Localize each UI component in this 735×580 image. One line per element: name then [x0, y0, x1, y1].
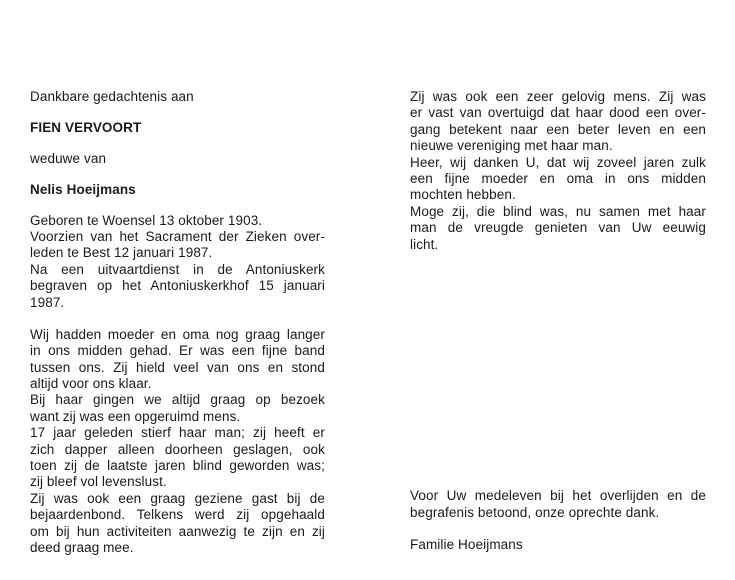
- tribute-line: tussen ons. Zij hield veel van ons en stond: [30, 360, 325, 375]
- funeral-line: begraven op het Antoniuskerkhof 15 januari: [30, 278, 325, 293]
- tribute-line: zich dapper alleen doorheen geslagen, ook: [30, 442, 325, 457]
- prayer-line: gang betekent naar een beter leven en een: [410, 122, 706, 137]
- prayer-line: er vast van overtuigd dat haar dood een over-: [410, 105, 706, 120]
- thanks-line: Voor Uw medeleven bij het overlijden en de: [410, 488, 706, 503]
- tribute-line: om bij hun activiteiten aanwezig te zijn en zij: [30, 524, 325, 539]
- tribute-line: altijd voor ons klaar.: [30, 376, 152, 391]
- tribute-line: Wij hadden moeder en oma nog graag langer: [30, 327, 325, 342]
- prayer-line: mochten hebben.: [410, 187, 516, 202]
- tribute-line: bejaardenbond. Telkens werd zij opgehaald: [30, 507, 325, 522]
- tribute-line: 17 jaar geleden stierf haar man; zij heeft er: [30, 425, 325, 440]
- prayer-line: man de vreugde genieten van Uw eeuwig: [410, 220, 706, 235]
- family-signature: Familie Hoeijmans: [410, 537, 523, 552]
- prayer-line: licht.: [410, 237, 439, 252]
- tribute-line: zij bleef vol levenslust.: [30, 474, 167, 489]
- thanks-line: begrafenis betoond, onze oprechte dank.: [410, 505, 660, 520]
- tribute-line: deed graag mee.: [30, 540, 134, 555]
- tribute-line: in ons midden gehad. Er was een fijne band: [30, 343, 325, 358]
- tribute-line: toen zij de laatste jaren blind geworden was;: [30, 458, 325, 473]
- death-line: Voorzien van het Sacrament der Zieken over-: [30, 229, 325, 244]
- intro-line: Dankbare gedachtenis aan: [30, 89, 194, 104]
- funeral-line: 1987.: [30, 295, 65, 310]
- deceased-name: FIEN VERVOORT: [30, 120, 142, 135]
- tribute-line: want zij was een opgeruimd mens.: [30, 409, 241, 424]
- husband-name: Nelis Hoeijmans: [30, 182, 136, 197]
- birth-line: Geboren te Woensel 13 oktober 1903.: [30, 213, 263, 228]
- widow-of-line: weduwe van: [30, 151, 107, 166]
- prayer-line: Moge zij, die blind was, nu samen met haar: [410, 204, 706, 219]
- prayer-line: Zij was ook een zeer gelovig mens. Zij was: [410, 89, 706, 104]
- prayer-line: Heer, wij danken U, dat wij zoveel jaren zulk: [410, 155, 706, 170]
- tribute-line: Bij haar gingen we altijd graag op bezoek: [30, 392, 325, 407]
- prayer-line: nieuwe vereniging met haar man.: [410, 138, 613, 153]
- funeral-line: Na een uitvaartdienst in de Antoniuskerk: [30, 262, 325, 277]
- prayer-line: een fijne moeder en oma in ons midden: [410, 171, 706, 186]
- death-line: leden te Best 12 januari 1987.: [30, 245, 213, 260]
- tribute-line: Zij was ook een graag geziene gast bij de: [30, 491, 325, 506]
